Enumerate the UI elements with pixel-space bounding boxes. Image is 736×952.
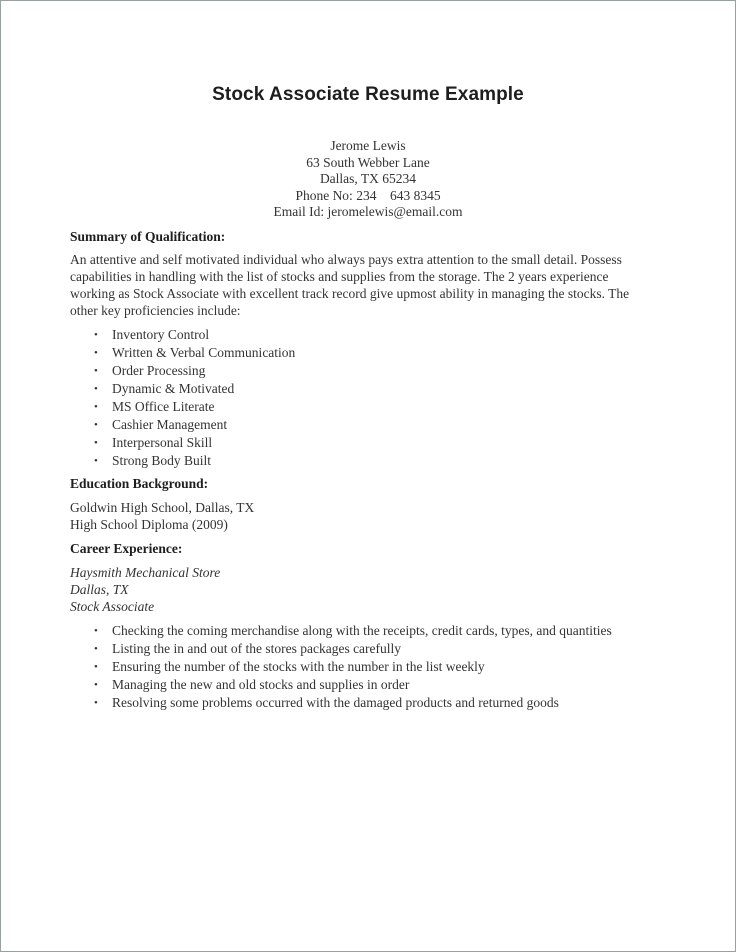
list-item [70, 398, 295, 416]
summary-line: capabilities in handling with the list of stocks and supplies from the storage. The 2 years experience [70, 269, 609, 284]
contact-name: Jerome Lewis [330, 138, 406, 153]
summary-line: other key proficiencies include: [70, 303, 241, 318]
skill-label: Order Processing [112, 363, 206, 378]
education-block [70, 499, 254, 533]
duty-label: Resolving some problems occurred with the damaged products and returned goods [112, 695, 559, 710]
summary-heading: Summary of Qualification: [70, 229, 226, 244]
career-role: Stock Associate [70, 599, 155, 614]
education-heading: Education Background: [70, 476, 209, 491]
list-item [70, 326, 295, 344]
bullet-icon: • [94, 365, 98, 377]
skill-label: Cashier Management [112, 417, 228, 432]
duty-label: Checking the coming merchandise along with the receipts, credit cards, types, and quantities [112, 623, 612, 638]
duties-list [70, 622, 612, 712]
list-item [70, 344, 295, 362]
contact-address: 63 South Webber Lane [306, 154, 430, 170]
skill-label: Strong Body Built [112, 453, 212, 468]
list-item [70, 380, 295, 398]
skill-label: Inventory Control [112, 327, 210, 342]
list-item [70, 362, 295, 380]
career-heading: Career Experience: [70, 541, 183, 556]
list-item [70, 622, 612, 640]
career-employer: Haysmith Mechanical Store [70, 565, 221, 580]
bullet-icon: • [94, 643, 98, 655]
duty-label: Listing the in and out of the stores packages carefully [112, 641, 402, 656]
bullet-icon: • [94, 401, 98, 413]
skill-label: MS Office Literate [112, 399, 215, 414]
bullet-icon: • [94, 625, 98, 637]
duty-label: Managing the new and old stocks and supplies in order [112, 677, 410, 692]
summary-line: working as Stock Associate with excellent track record give upmost ability in managing the stocks. The [70, 286, 630, 301]
education-school: Goldwin High School, Dallas, TX [70, 500, 255, 515]
education-diploma: High School Diploma (2009) [70, 517, 228, 532]
list-item [70, 694, 612, 712]
bullet-icon: • [94, 419, 98, 431]
summary-line: An attentive and self motivated individual who always pays extra attention to the small detail. Possess [70, 252, 622, 267]
contact-city: Dallas, TX 65234 [319, 171, 417, 187]
list-item [70, 452, 295, 470]
contact-phone: Phone No: 234 643 8345 [295, 187, 441, 203]
duty-label: Ensuring the number of the stocks with the number in the list weekly [112, 659, 485, 674]
contact-block [1, 138, 735, 221]
bullet-icon: • [94, 455, 98, 467]
contact-email: Email Id: jeromelewis@email.com [273, 204, 463, 220]
career-location: Dallas, TX [70, 582, 129, 597]
list-item [70, 640, 612, 658]
career-employer-block [70, 564, 220, 615]
bullet-icon: • [94, 697, 98, 709]
list-item [70, 434, 295, 452]
list-item [70, 658, 612, 676]
bullet-icon: • [94, 347, 98, 359]
bullet-icon: • [94, 383, 98, 395]
bullet-icon: • [94, 437, 98, 449]
skill-label: Dynamic & Motivated [112, 381, 235, 396]
list-item [70, 676, 612, 694]
bullet-icon: • [94, 661, 98, 673]
bullet-icon: • [94, 679, 98, 691]
list-item [70, 416, 295, 434]
bullet-icon: • [94, 329, 98, 341]
skills-list [70, 326, 295, 470]
summary-paragraph [70, 251, 670, 319]
page-title: Stock Associate Resume Example [212, 84, 524, 105]
skill-label: Written & Verbal Communication [112, 345, 296, 360]
skill-label: Interpersonal Skill [112, 435, 213, 450]
